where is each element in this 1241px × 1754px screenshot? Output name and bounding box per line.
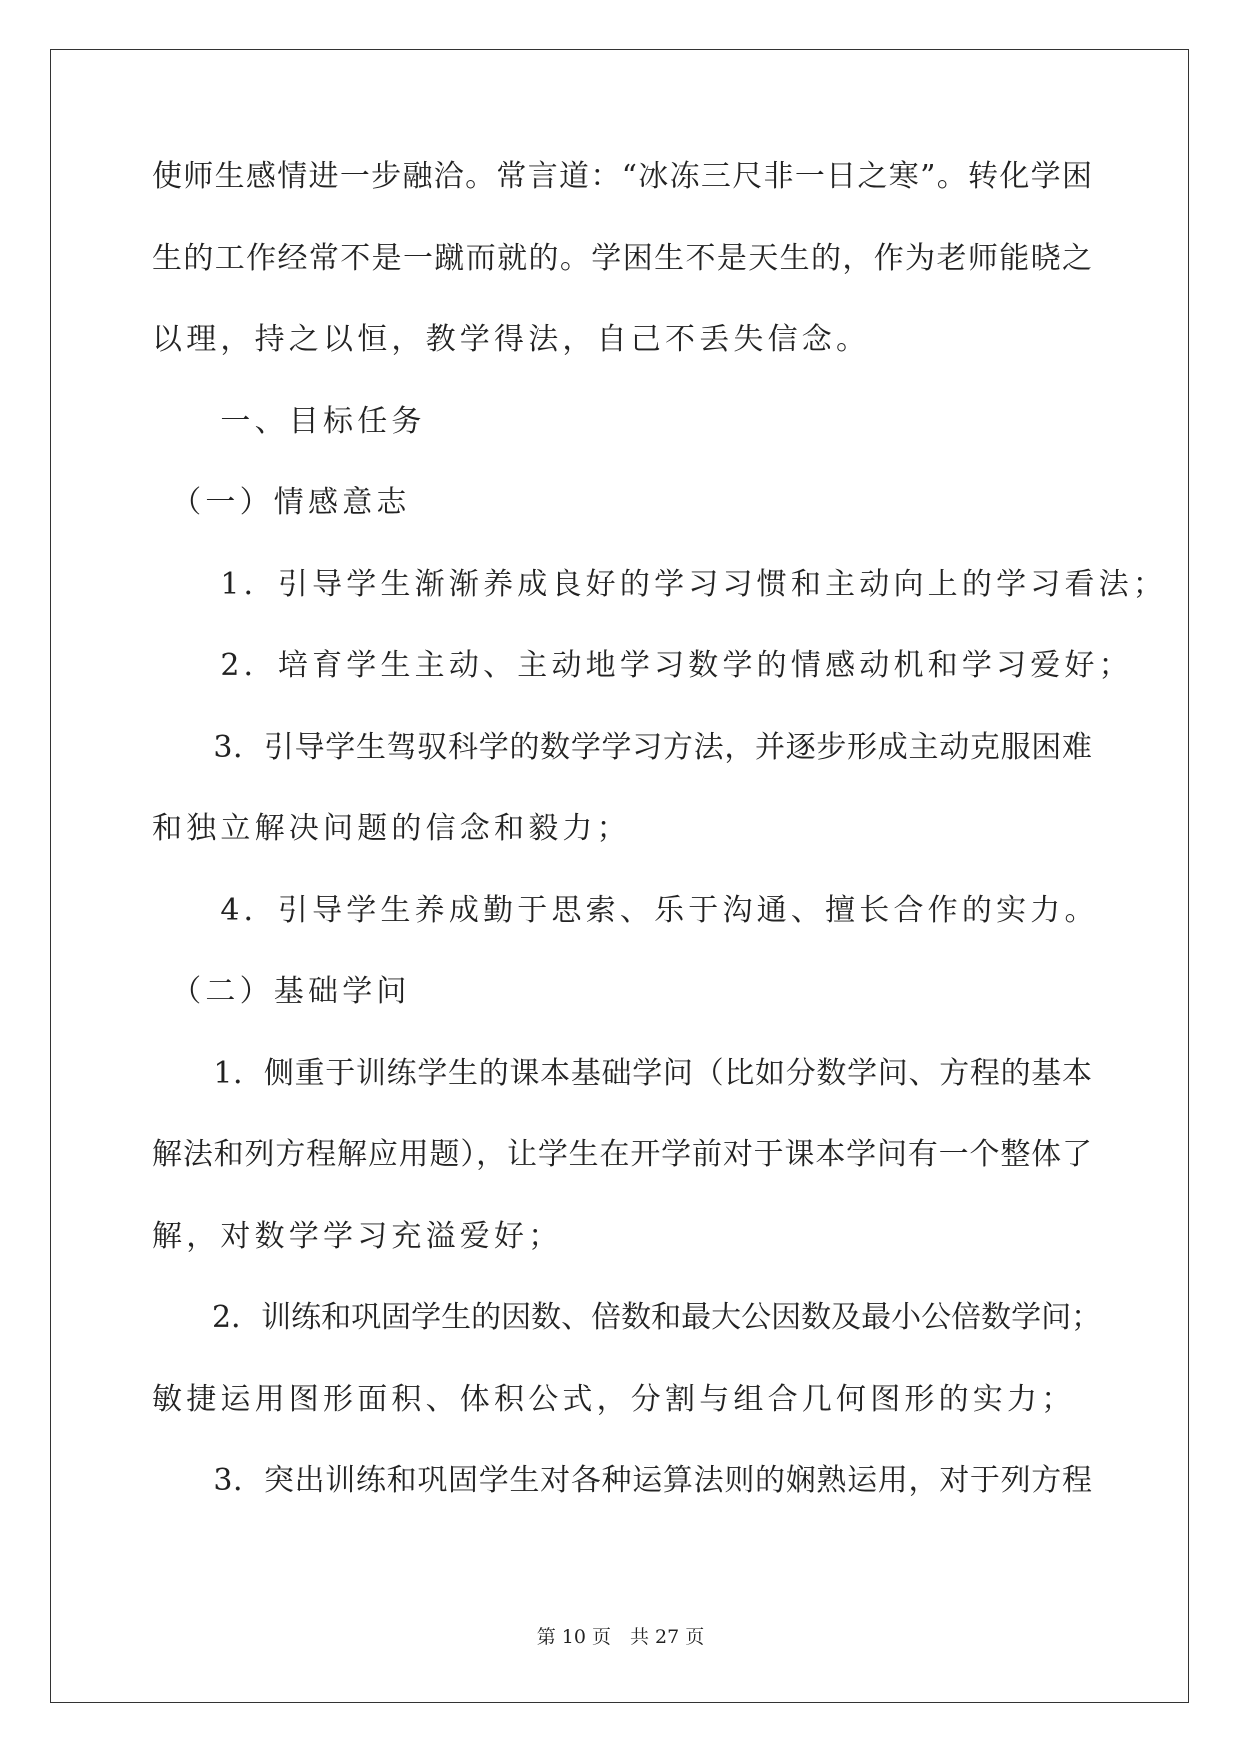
list-item: 3．引导学生驾驭科学的数学学习方法，并逐步形成主动克服困难 — [152, 729, 1092, 765]
list-item: 3．突出训练和巩固学生对各种运算法则的娴熟运用，对于列方程 — [152, 1463, 1092, 1498]
list-item: 1．引导学生渐渐养成良好的学习习惯和主动向上的学习看法； — [152, 566, 1168, 602]
paragraph-line: 以理，持之以恒，教学得法，自己不丢失信念。 — [152, 322, 871, 357]
list-item: 4．引导学生养成勤于思索、乐于沟通、擅长合作的实力。 — [152, 892, 1099, 928]
list-item-continuation: 和独立解决问题的信念和毅力； — [152, 811, 631, 846]
list-item: 2．训练和巩固学生的因数、倍数和最大公因数及最小公倍数学问； — [152, 1300, 1102, 1335]
section-heading: 一、目标任务 — [152, 403, 426, 439]
list-item-continuation: 敏捷运用图形面积、体积公式，分割与组合几何图形的实力； — [152, 1381, 1076, 1417]
list-item-continuation: 解，对数学学习充溢爱好； — [152, 1218, 563, 1254]
subsection-heading: （二）基础学问 — [152, 974, 411, 1009]
document-body — [152, 159, 1168, 1548]
paragraph-line: 使师生感情进一步融洽。常言道：“冰冻三尺非一日之寒”。转化学困 — [152, 159, 1092, 194]
list-item-continuation: 解法和列方程解应用题），让学生在开学前对于课本学问有一个整体了 — [152, 1137, 1092, 1172]
paragraph-line: 生的工作经常不是一蹴而就的。学困生不是天生的，作为老师能晓之 — [152, 240, 1092, 276]
subsection-heading: （一）情感意志 — [152, 485, 411, 520]
list-item: 1．侧重于训练学生的课本基础学问（比如分数学问、方程的基本 — [152, 1055, 1092, 1091]
list-item: 2．培育学生主动、主动地学习数学的情感动机和学习爱好； — [152, 648, 1133, 683]
page-number-footer: 第 10 页 共 27 页 — [536, 1626, 705, 1648]
